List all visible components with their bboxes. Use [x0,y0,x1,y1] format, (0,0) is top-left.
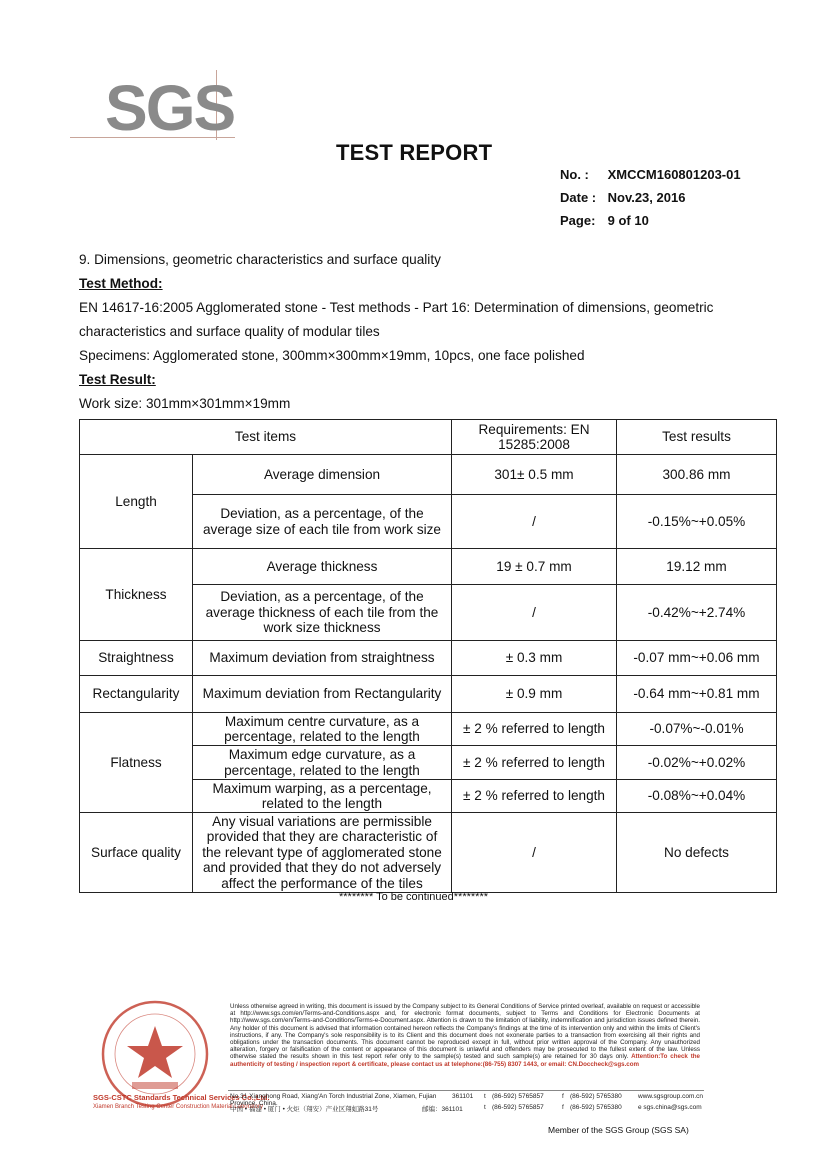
work-size-text: Work size: 301mm×301mm×19mm [79,396,291,411]
requirement-cell: ± 2 % referred to length [452,713,617,746]
requirement-cell: ± 2 % referred to length [452,780,617,813]
tel-label: t [484,1093,486,1100]
fax-label: f [562,1093,564,1100]
report-number-value: XMCCM160801203-01 [607,167,741,182]
legal-disclaimer [230,1003,700,1068]
specimens-text: Specimens: Agglomerated stone, 300mm×300mm×19mm, 10pcs, one face polished [79,348,585,363]
requirement-cell: ± 0.9 mm [452,676,617,713]
requirement-cell: ± 0.3 mm [452,641,617,676]
report-number-label: No. : [560,167,589,182]
method-label: Test Method: [79,276,163,291]
report-page-label: Page: [560,213,596,228]
sgs-member-note: Member of the SGS Group (SGS SA) [548,1125,689,1135]
item-cell: Maximum edge curvature, as a percentage, related to the length [193,746,452,780]
zip-english: 361101 [452,1093,474,1100]
report-title: TEST REPORT [336,140,493,165]
tel-label: t [484,1104,486,1111]
result-label: Test Result: [79,372,156,387]
result-cell: -0.02%~+0.02% [617,746,777,780]
logo-text: SGS [105,72,235,144]
telephone: (86-592) 5765857 [492,1104,544,1111]
results-table [79,419,777,893]
header-test-results: Test results [617,420,777,455]
report-date-value: Nov.23, 2016 [607,190,686,205]
item-cell: Maximum centre curvature, as a percentage, related to the length [193,713,452,746]
item-cell: Deviation, as a percentage, of the average size of each tile from work size [193,495,452,549]
website: www.sgsgroup.com.cn [638,1093,704,1100]
item-cell: Maximum deviation from straightness [193,641,452,676]
to-be-continued: ******** To be continued******** [338,891,489,903]
address-row-chinese [230,1104,702,1113]
requirement-cell: / [452,813,617,893]
report-page-value: 9 of 10 [607,213,649,228]
item-cell: Average dimension [193,455,452,495]
requirement-cell: / [452,585,617,641]
seal-caption-lab: Xiamen Branch Testing Center Construction Material Laboratory [93,1104,263,1110]
table-row [80,676,777,713]
fax-label: f [562,1104,564,1111]
group-thickness: Thickness [80,549,193,641]
disclaimer-text: Unless otherwise agreed in writing, this document is issued by the Company subject to its General Conditions of Service printed overleaf, available on request or accessible at http://www.sgs.com/en/Terms-and-Conditions.aspx and, for electronic format documents, subject to Terms and Conditions for Electronic Documents at http://www.sgs.com/en/Terms-and-Conditions/Terms-e-Document.aspx. Attention is drawn to the limitation of liability, indemnification and jurisdiction issues defined therein. Any holder of this document is advised that information contained hereon reflects the Company's findings at the time of its intervention only and within the limits of Client's instructions, if any. The Company's sole responsibility is to its Client and this document does not exonerate parties to a transaction from exercising all their rights and obligations under the transaction documents. This document cannot be reproduced except in full, without prior written approval of the Company. Any unauthorized alteration, forgery or falsification of the content or appearance of this document is unlawful and offenders may be prosecuted to the fullest extent of the law. Unless otherwise stated the results shown in this test report refer only to the sample(s) tested and such sample(s) are retained for 30 days only. [230,1003,700,1061]
result-cell: -0.08%~+0.04% [617,780,777,813]
requirement-cell: 301± 0.5 mm [452,455,617,495]
item-cell: Average thickness [193,549,452,585]
method-line-1: EN 14617-16:2005 Agglomerated stone - Test methods - Part 16: Determination of dimensions, geometric [79,300,714,315]
group-flatness: Flatness [80,713,193,813]
result-cell: 300.86 mm [617,455,777,495]
authenticity-warning: Attention:To check the authenticity of testing / inspection report & certificate, please contact us at telephone:(86-755) 8307 1443, or email: CN.Doccheck@sgs.com [230,1053,700,1068]
item-cell: Deviation, as a percentage, of the average thickness of each tile from the work size thickness [193,585,452,641]
table-row [80,713,777,746]
header-requirements: Requirements: EN 15285:2008 [452,420,617,455]
address-chinese: 中国 • 福建 • 厦门 • 火炬（翔安）产业区翔虹路31号 [230,1106,379,1113]
telephone: (86-592) 5765857 [492,1093,544,1100]
item-cell: Maximum deviation from Rectangularity [193,676,452,713]
report-page [560,213,649,228]
report-date-label: Date : [560,190,597,205]
table-row [80,455,777,495]
result-cell: -0.07%~-0.01% [617,713,777,746]
table-header-row [80,420,777,455]
address-english: No.31 Xianghong Road, Xiang'An Torch Industrial Zone, Xiamen, Fujian Province, China. [230,1093,437,1107]
result-cell: No defects [617,813,777,893]
result-cell: -0.15%~+0.05% [617,495,777,549]
requirement-cell: / [452,495,617,549]
table-row [80,549,777,585]
footer-divider [228,1090,704,1091]
item-cell: Any visual variations are permissible provided that they are characteristic of the relevant type of agglomerated stone and provided that they do not adversely affect the performance of the tiles [193,813,452,893]
table-row [80,641,777,676]
group-straightness: Straightness [80,641,193,676]
sgs-logo [70,70,250,150]
table-row [80,813,777,893]
report-number [560,167,741,182]
result-cell: -0.42%~+2.74% [617,585,777,641]
zip-chinese: 邮编：361101 [422,1106,463,1113]
method-line-2: characteristics and surface quality of modular tiles [79,324,380,339]
report-date [560,190,685,205]
result-cell: -0.07 mm~+0.06 mm [617,641,777,676]
requirement-cell: ± 2 % referred to length [452,746,617,780]
fax: (86-592) 5765380 [570,1093,622,1100]
result-cell: 19.12 mm [617,549,777,585]
group-length: Length [80,455,193,549]
requirement-cell: 19 ± 0.7 mm [452,549,617,585]
seal-caption-company: SGS-CSTC Standards Technical Services Co.,Ltd. [93,1093,270,1102]
header-test-items: Test items [80,420,452,455]
group-surface-quality: Surface quality [80,813,193,893]
section-heading: 9. Dimensions, geometric characteristics and surface quality [79,252,441,267]
result-cell: -0.64 mm~+0.81 mm [617,676,777,713]
fax: (86-592) 5765380 [570,1104,622,1111]
group-rectangularity: Rectangularity [80,676,193,713]
item-cell: Maximum warping, as a percentage, related to the length [193,780,452,813]
email: e sgs.china@sgs.com [638,1104,702,1111]
